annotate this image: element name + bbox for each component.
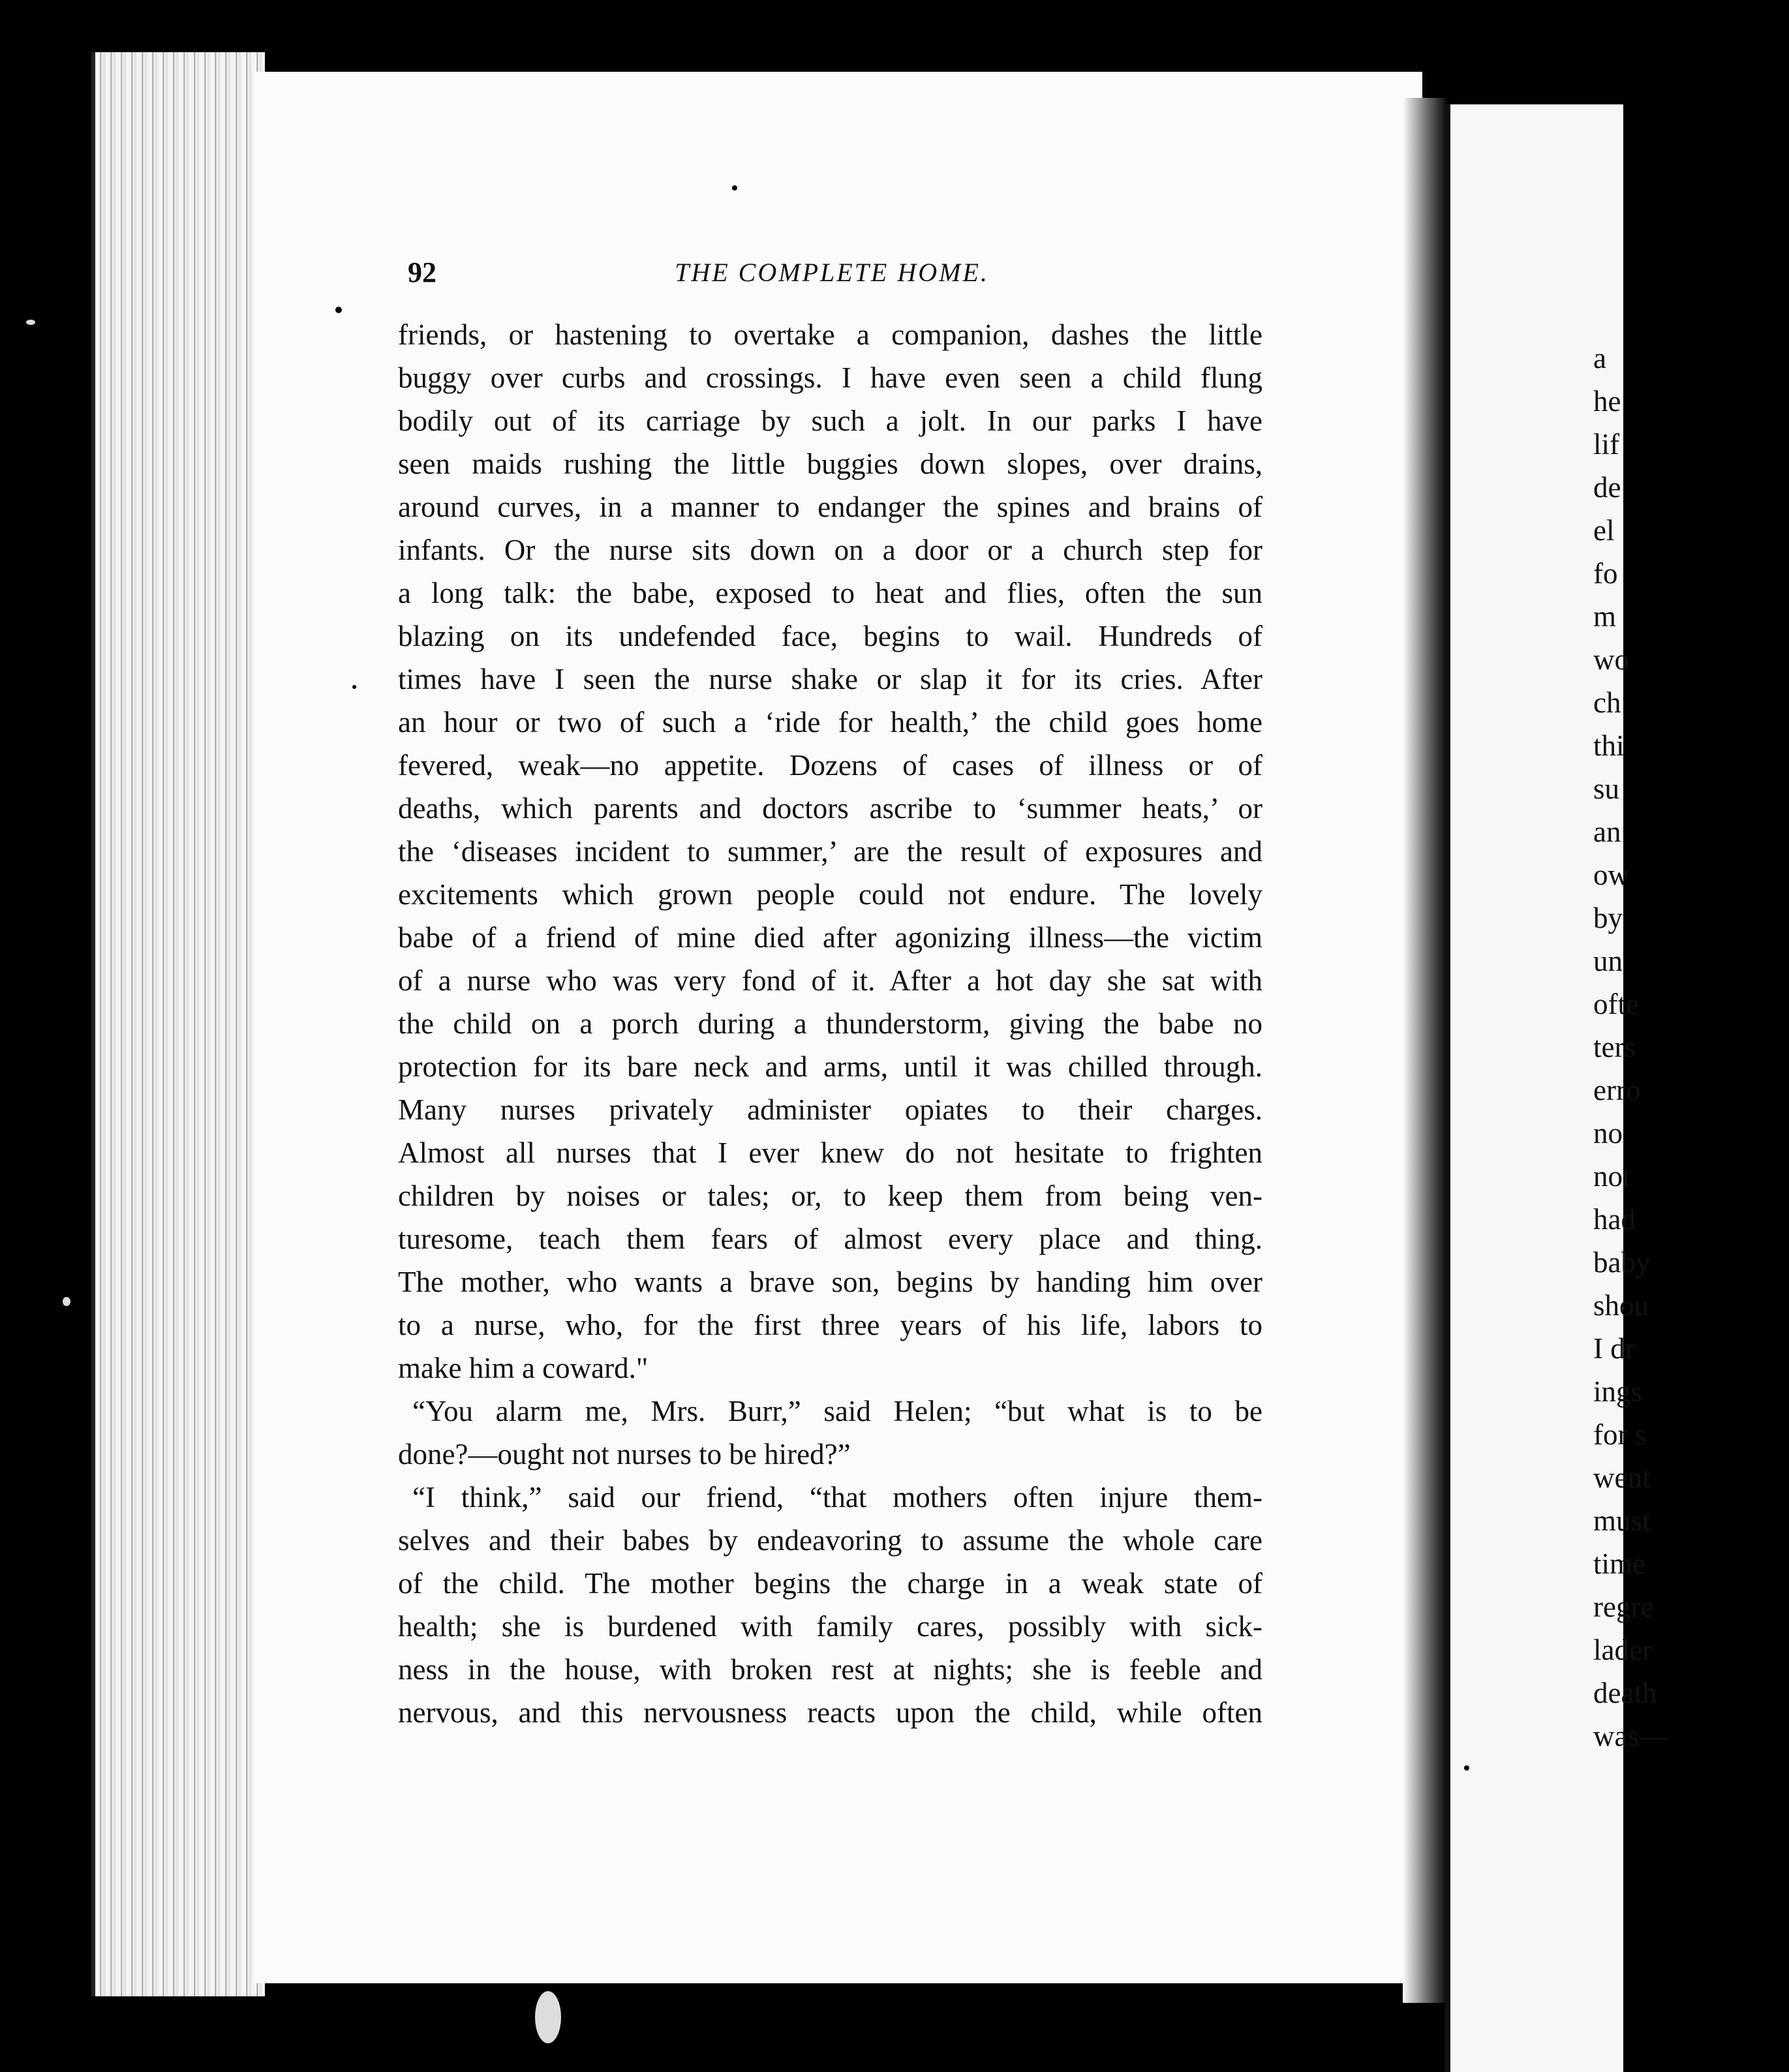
text-line: selves and their babes by endeavoring to assume the whole care	[398, 1524, 1262, 1557]
right-text-fragment: lader	[1593, 1634, 1652, 1666]
scan-speck	[732, 185, 737, 190]
text-line: of the child. The mother begins the charge in a weak state of	[398, 1567, 1262, 1600]
running-title: THE COMPLETE HOME.	[675, 258, 989, 287]
text-line: the child on a porch during a thunderstorm, giving the babe no	[398, 1007, 1262, 1040]
right-text-fragment: by	[1593, 902, 1623, 934]
text-line: make him a coward."	[398, 1352, 649, 1384]
right-text-fragment: was—	[1593, 1720, 1668, 1752]
text-line: seen maids rushing the little buggies down slopes, over drains,	[398, 448, 1262, 480]
text-line: the ‘diseases incident to summer,’ are the result of exposures and	[398, 835, 1262, 868]
text-line: times have I seen the nurse shake or slap it for its cries. After	[398, 663, 1262, 695]
right-text-fragment: must	[1593, 1504, 1651, 1537]
text-line: buggy over curbs and crossings. I have even seen a child flung	[398, 361, 1262, 394]
text-line: fevered, weak—no appetite. Dozens of cases of illness or of	[398, 749, 1262, 782]
text-line: Almost all nurses that I ever knew do not hesitate to frighten	[398, 1136, 1262, 1169]
text-line: a long talk: the babe, exposed to heat and flies, often the sun	[398, 577, 1262, 609]
right-text-fragment: un	[1593, 945, 1623, 977]
right-text-fragment: thi	[1593, 729, 1625, 762]
text-line: nervous, and this nervousness reacts upon the child, while often	[398, 1696, 1262, 1729]
body-text	[398, 313, 1262, 1734]
right-text-fragment: ow	[1593, 859, 1629, 891]
scan-speck	[63, 1297, 70, 1306]
scan-speck	[352, 685, 356, 689]
text-line: bodily out of its carriage by such a jolt. In our parks I have	[398, 404, 1262, 437]
text-line: to a nurse, who, for the first three years of his life, labors to	[398, 1309, 1262, 1341]
text-line: turesome, teach them fears of almost every place and thing.	[398, 1223, 1262, 1255]
text-line: infants. Or the nurse sits down on a door or a church step for	[398, 534, 1262, 566]
right-text-fragment: regre	[1593, 1591, 1654, 1623]
text-line: The mother, who wants a brave son, begins by handing him over	[398, 1266, 1262, 1298]
right-text-fragment: not	[1593, 1160, 1631, 1193]
right-text-fragment: shou	[1593, 1289, 1649, 1322]
right-text-fragment: an	[1593, 815, 1621, 848]
page-number: 92	[408, 256, 436, 288]
right-text-fragment: fo	[1593, 557, 1618, 590]
scan-speck	[335, 307, 342, 313]
right-text-fragment: ofte	[1593, 988, 1639, 1020]
text-line: Many nurses privately administer opiates to their charges.	[398, 1093, 1262, 1126]
text-line: an hour or two of such a ‘ride for health,’ the child goes home	[398, 706, 1262, 739]
right-text-fragment: lif	[1593, 428, 1619, 461]
page-header	[408, 256, 1256, 295]
text-line: health; she is burdened with family cares, possibly with sick-	[398, 1610, 1262, 1643]
right-text-fragment: ch	[1593, 686, 1621, 719]
right-text-fragment: de	[1593, 471, 1621, 504]
book-gutter	[1403, 98, 1448, 2003]
text-line: excitements which grown people could not endure. The lovely	[398, 878, 1262, 911]
right-text-fragment: ters	[1593, 1031, 1636, 1063]
right-text-fragment: erro	[1593, 1074, 1641, 1106]
text-line: protection for its bare neck and arms, until it was chilled through.	[398, 1050, 1262, 1083]
right-page-text	[1593, 337, 1789, 1758]
right-text-fragment: for s	[1593, 1418, 1647, 1451]
right-text-fragment: death	[1593, 1677, 1657, 1709]
book-page-edges	[91, 52, 265, 1996]
text-line: around curves, in a manner to endanger the spines and brains of	[398, 491, 1262, 523]
right-text-fragment: wo	[1593, 643, 1629, 676]
text-line: children by noises or tales; or, to keep them from being ven-	[398, 1180, 1262, 1212]
right-text-fragment: a	[1593, 342, 1606, 374]
right-text-fragment: ings	[1593, 1375, 1643, 1408]
text-line: babe of a friend of mine died after agonizing illness—the victim	[398, 921, 1262, 954]
scan-speck	[535, 1991, 561, 2043]
text-line: of a nurse who was very fond of it. After a hot day she sat with	[398, 964, 1262, 997]
right-text-fragment: m	[1593, 600, 1617, 633]
text-line: done?—ought not nurses to be hired?”	[398, 1438, 851, 1470]
right-text-fragment: he	[1593, 385, 1621, 418]
text-line: ness in the house, with broken rest at nights; she is feeble and	[398, 1653, 1262, 1686]
right-text-fragment: el	[1593, 514, 1615, 547]
text-line: friends, or hastening to overtake a companion, dashes the little	[398, 318, 1262, 351]
right-text-fragment: baby	[1593, 1246, 1651, 1279]
scan-speck	[26, 320, 35, 325]
right-text-fragment: I dr	[1593, 1332, 1635, 1365]
text-line: deaths, which parents and doctors ascribe to ‘summer heats,’ or	[398, 792, 1262, 825]
right-text-fragment: no	[1593, 1117, 1623, 1150]
text-line: “I think,” said our friend, “that mothers often injure them-	[412, 1481, 1262, 1514]
right-text-fragment: time	[1593, 1547, 1645, 1580]
text-line: “You alarm me, Mrs. Burr,” said Helen; “but what is to be	[412, 1395, 1262, 1427]
right-text-fragment: su	[1593, 772, 1620, 805]
right-text-fragment: had	[1593, 1203, 1636, 1236]
scan-speck	[1464, 1765, 1469, 1771]
right-text-fragment: went	[1593, 1461, 1651, 1494]
text-line: blazing on its undefended face, begins to wail. Hundreds of	[398, 620, 1262, 652]
